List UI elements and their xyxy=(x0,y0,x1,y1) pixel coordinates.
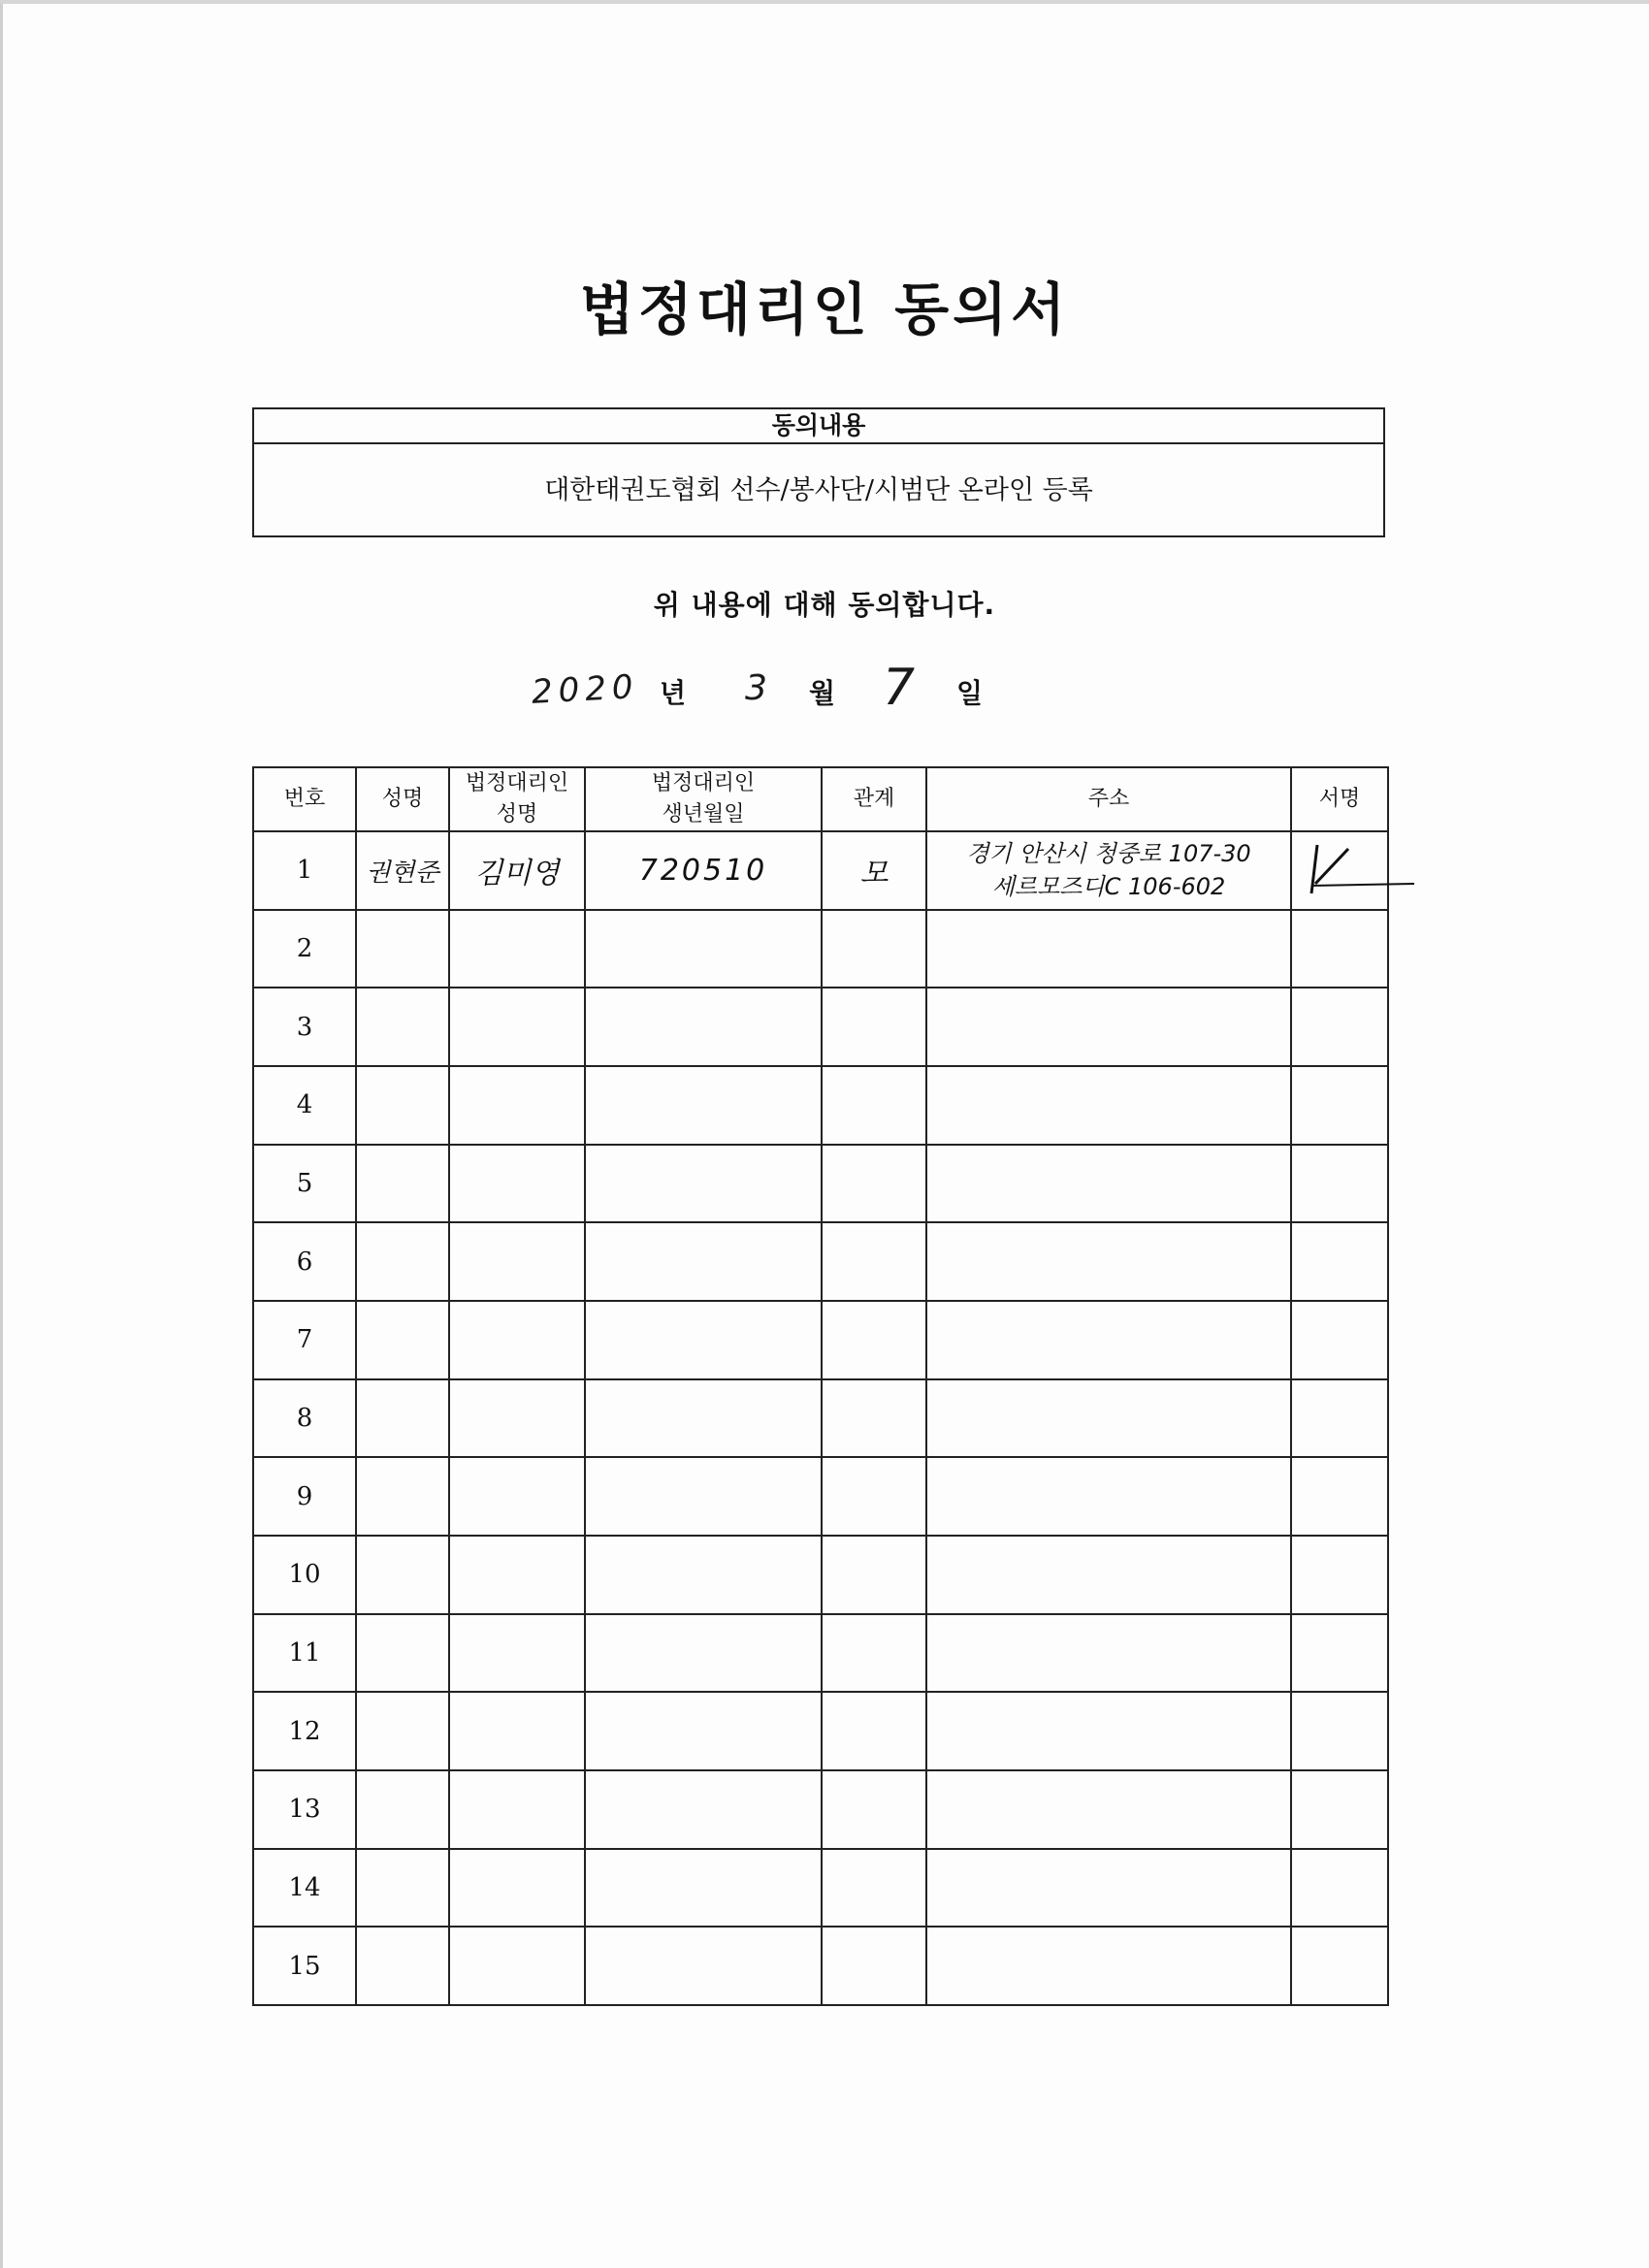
row-address xyxy=(926,910,1291,988)
row-signature xyxy=(1291,1614,1388,1693)
row-guardian-birth xyxy=(585,831,822,910)
row-address xyxy=(926,831,1291,910)
row-relation xyxy=(822,988,926,1066)
row-signature xyxy=(1291,1927,1388,2005)
row-signature xyxy=(1291,1536,1388,1614)
row-address xyxy=(926,1145,1291,1223)
row-guardian-name xyxy=(449,1457,585,1536)
row-guardian-name xyxy=(449,831,585,910)
row-relation xyxy=(822,1145,926,1223)
row-guardian-birth xyxy=(585,1536,822,1614)
row-name xyxy=(356,1614,449,1693)
row-address xyxy=(926,1927,1291,2005)
row-signature xyxy=(1291,988,1388,1066)
registration-table xyxy=(252,766,1389,2006)
row-relation xyxy=(822,1222,926,1301)
row-guardian-name xyxy=(449,1222,585,1301)
header-guardian-name-line2: 성명 xyxy=(496,802,538,826)
scan-edge-top xyxy=(0,0,1649,4)
header-guardian-name-line1: 법정대리인 xyxy=(465,771,569,795)
row-no: 1 xyxy=(253,831,356,910)
table-row xyxy=(253,1614,1388,1693)
signature-mark xyxy=(1292,833,1387,908)
row-address-line2: 세르모즈디C 106-602 xyxy=(991,873,1226,901)
row-no: 3 xyxy=(253,988,356,1066)
row-relation xyxy=(822,1379,926,1458)
row-signature xyxy=(1291,1770,1388,1849)
row-signature xyxy=(1291,910,1388,988)
row-guardian-name xyxy=(449,1379,585,1458)
row-guardian-name xyxy=(449,988,585,1066)
row-name xyxy=(356,1301,449,1379)
agree-statement: 위 내용에 대해 동의합니다. xyxy=(653,589,996,621)
header-name: 성명 xyxy=(356,767,449,831)
row-no: 6 xyxy=(253,1222,356,1301)
table-row xyxy=(253,1927,1388,2005)
row-address xyxy=(926,1066,1291,1145)
table-row xyxy=(253,1770,1388,1849)
row-guardian-birth xyxy=(585,988,822,1066)
row-guardian-birth xyxy=(585,1614,822,1693)
row-signature xyxy=(1291,1849,1388,1928)
table-row xyxy=(253,910,1388,988)
header-guardian-name xyxy=(449,767,585,831)
row-name xyxy=(356,1222,449,1301)
date-year-label: 년 xyxy=(660,677,687,709)
row-name xyxy=(356,1692,449,1770)
row-guardian-name xyxy=(449,1145,585,1223)
table-row xyxy=(253,1457,1388,1536)
row-relation xyxy=(822,910,926,988)
row-guardian-birth xyxy=(585,1379,822,1458)
table-row xyxy=(253,1849,1388,1928)
row-relation xyxy=(822,1457,926,1536)
row-relation xyxy=(822,831,926,910)
row-name xyxy=(356,1770,449,1849)
date-year-value: 2020 xyxy=(531,667,640,712)
table-row xyxy=(253,1692,1388,1770)
row-guardian-birth xyxy=(585,1770,822,1849)
row-no: 13 xyxy=(253,1770,356,1849)
row-relation xyxy=(822,1066,926,1145)
row-name xyxy=(356,1066,449,1145)
row-guardian-birth xyxy=(585,1692,822,1770)
row-guardian-birth xyxy=(585,1066,822,1145)
consent-box xyxy=(252,407,1385,537)
row-relation xyxy=(822,1301,926,1379)
table-row xyxy=(253,1222,1388,1301)
row-no: 15 xyxy=(253,1927,356,2005)
date-day-value: 7 xyxy=(883,659,916,717)
row-name xyxy=(356,910,449,988)
row-no: 7 xyxy=(253,1301,356,1379)
row-guardian-name xyxy=(449,910,585,988)
row-guardian-name xyxy=(449,1066,585,1145)
row-address xyxy=(926,1301,1291,1379)
row-address-line1: 경기 안산시 청중로 107-30 xyxy=(966,840,1251,868)
signature-image xyxy=(1298,841,1424,899)
row-name xyxy=(356,831,449,910)
row-guardian-birth xyxy=(585,1222,822,1301)
row-relation-text: 모 xyxy=(859,857,889,891)
consent-header: 동의내용 xyxy=(254,409,1383,444)
row-no: 12 xyxy=(253,1692,356,1770)
row-no: 11 xyxy=(253,1614,356,1693)
row-name xyxy=(356,1145,449,1223)
row-guardian-name-text: 김미영 xyxy=(474,857,560,891)
date-month-label: 월 xyxy=(809,677,836,709)
row-address xyxy=(926,1692,1291,1770)
row-signature xyxy=(1291,831,1388,910)
row-name xyxy=(356,1379,449,1458)
row-name xyxy=(356,1457,449,1536)
table-row xyxy=(253,1301,1388,1379)
row-name xyxy=(356,1536,449,1614)
row-guardian-birth-text: 720510 xyxy=(638,853,768,888)
header-no: 번호 xyxy=(253,767,356,831)
table-row xyxy=(253,1536,1388,1614)
row-signature xyxy=(1291,1379,1388,1458)
table-header-row xyxy=(253,767,1388,831)
row-address xyxy=(926,1849,1291,1928)
row-guardian-name xyxy=(449,1770,585,1849)
row-relation xyxy=(822,1849,926,1928)
row-guardian-birth xyxy=(585,1145,822,1223)
row-address xyxy=(926,1379,1291,1458)
row-relation xyxy=(822,1614,926,1693)
document-title: 법정대리인 동의서 xyxy=(579,276,1070,342)
header-relation: 관계 xyxy=(822,767,926,831)
row-no: 10 xyxy=(253,1536,356,1614)
consent-body: 대한태권도협회 선수/봉사단/시범단 온라인 등록 xyxy=(544,475,1093,505)
row-guardian-birth xyxy=(585,1457,822,1536)
row-address xyxy=(926,1770,1291,1849)
table-row xyxy=(253,1145,1388,1223)
row-address xyxy=(926,988,1291,1066)
table-row xyxy=(253,1066,1388,1145)
row-guardian-name xyxy=(449,1849,585,1928)
date-day-label: 일 xyxy=(956,677,984,709)
row-relation xyxy=(822,1927,926,2005)
row-guardian-name xyxy=(449,1927,585,2005)
row-guardian-birth xyxy=(585,1301,822,1379)
table-row xyxy=(253,1379,1388,1458)
row-address xyxy=(926,1536,1291,1614)
row-no: 5 xyxy=(253,1145,356,1223)
row-signature xyxy=(1291,1145,1388,1223)
row-signature xyxy=(1291,1692,1388,1770)
row-name xyxy=(356,1927,449,2005)
header-address: 주소 xyxy=(926,767,1291,831)
row-address xyxy=(926,1614,1291,1693)
table-row xyxy=(253,988,1388,1066)
header-signature: 서명 xyxy=(1291,767,1388,831)
table-row xyxy=(253,831,1388,910)
row-signature xyxy=(1291,1457,1388,1536)
row-name-text: 권현준 xyxy=(366,858,439,888)
header-guardian-birth xyxy=(585,767,822,831)
row-signature xyxy=(1291,1301,1388,1379)
row-guardian-name xyxy=(449,1301,585,1379)
row-no: 9 xyxy=(253,1457,356,1536)
row-no: 8 xyxy=(253,1379,356,1458)
header-guardian-birth-line1: 법정대리인 xyxy=(651,771,756,795)
row-signature xyxy=(1291,1222,1388,1301)
date-line xyxy=(0,659,1649,723)
header-guardian-birth-line2: 생년월일 xyxy=(662,802,745,826)
row-guardian-birth xyxy=(585,910,822,988)
date-month-value: 3 xyxy=(745,668,767,708)
row-no: 14 xyxy=(253,1849,356,1928)
row-address xyxy=(926,1222,1291,1301)
row-guardian-name xyxy=(449,1536,585,1614)
row-no: 4 xyxy=(253,1066,356,1145)
row-guardian-birth xyxy=(585,1849,822,1928)
row-signature xyxy=(1291,1066,1388,1145)
row-guardian-name xyxy=(449,1692,585,1770)
row-name xyxy=(356,1849,449,1928)
row-no: 2 xyxy=(253,910,356,988)
row-guardian-birth xyxy=(585,1927,822,2005)
row-name xyxy=(356,988,449,1066)
row-address xyxy=(926,1457,1291,1536)
row-guardian-name xyxy=(449,1614,585,1693)
row-relation xyxy=(822,1692,926,1770)
row-relation xyxy=(822,1770,926,1849)
row-relation xyxy=(822,1536,926,1614)
